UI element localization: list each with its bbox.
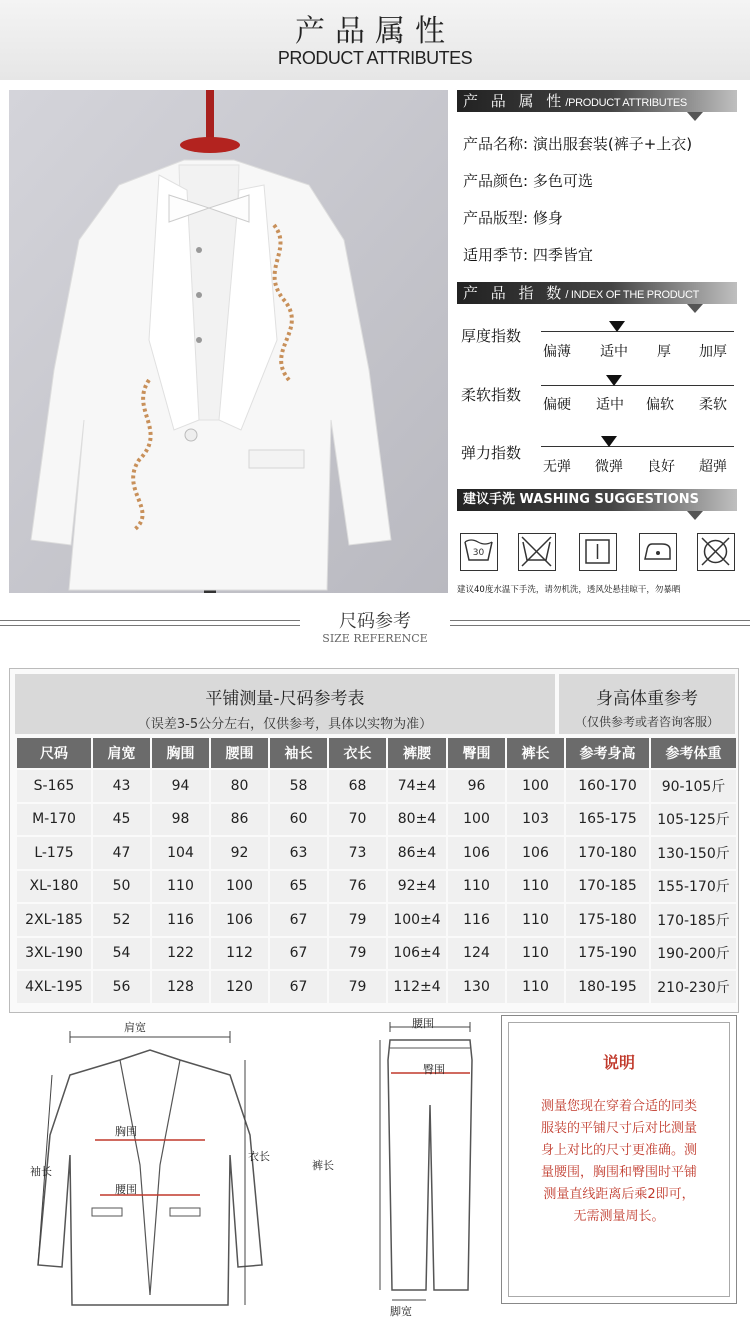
thickness-option: 加厚 [699, 344, 727, 360]
attribute-value: 修身 [532, 209, 563, 227]
size-table-right-header [559, 674, 735, 734]
table-cell: 180-195 [566, 971, 649, 1003]
size-table [15, 736, 738, 1005]
table-cell: 100 [507, 770, 564, 802]
table-cell: 110 [448, 871, 505, 903]
thickness-index-scale [541, 331, 734, 332]
table-cell: 98 [152, 804, 209, 836]
table-cell: 122 [152, 938, 209, 970]
index-bar [457, 282, 737, 304]
column-header: 尺码 [17, 738, 91, 768]
attribute-row-season [463, 244, 593, 265]
thickness-option: 厚 [657, 344, 671, 360]
hand-wash-30-icon [460, 533, 498, 571]
index-bar-title: 产 品 指 数 [463, 284, 566, 302]
elasticity-index-scale [541, 446, 734, 447]
table-cell: 79 [329, 938, 386, 970]
washing-bar [457, 489, 737, 511]
washing-bar-title: 建议手洗 WASHING SUGGESTIONS [463, 492, 699, 507]
column-header: 臀围 [448, 738, 505, 768]
table-cell: 4XL-195 [17, 971, 91, 1003]
table-cell: 58 [270, 770, 327, 802]
hang-dry-icon [579, 533, 617, 571]
table-cell: 170-185斤 [651, 904, 736, 936]
table-cell: 65 [270, 871, 327, 903]
table-cell: 43 [93, 770, 150, 802]
table-cell: 80 [211, 770, 268, 802]
column-header: 参考身高 [566, 738, 649, 768]
table-cell: 67 [270, 904, 327, 936]
pants-measure-diagram [300, 1015, 500, 1318]
elasticity-index-label: 弹力指数 [461, 444, 522, 462]
softness-index-marker [606, 375, 622, 386]
table-cell: M-170 [17, 804, 91, 836]
hem-label: 脚宽 [390, 1305, 412, 1318]
column-header: 裤长 [507, 738, 564, 768]
table-cell: 210-230斤 [651, 971, 736, 1003]
table-cell: 116 [448, 904, 505, 936]
size-table-right-title: 身高体重参考 [596, 689, 698, 709]
thickness-index-label: 厚度指数 [461, 327, 522, 345]
elasticity-index-marker [601, 436, 617, 447]
column-header: 腰围 [211, 738, 268, 768]
table-cell: 106 [448, 837, 505, 869]
elasticity-option: 无弹 [543, 459, 571, 475]
table-cell: 92±4 [388, 871, 446, 903]
size-table-right-subtitle: （仅供参考或者咨询客服） [574, 715, 719, 729]
table-cell: 110 [507, 871, 564, 903]
table-cell: 73 [329, 837, 386, 869]
table-cell: 79 [329, 971, 386, 1003]
table-cell: 160-170 [566, 770, 649, 802]
column-header: 参考体重 [651, 738, 736, 768]
elasticity-option: 良好 [647, 459, 675, 475]
jacket-measure-diagram [0, 1015, 300, 1315]
size-table-header-row [17, 738, 736, 768]
table-cell: 105-125斤 [651, 804, 736, 836]
sleeve-label: 袖长 [30, 1165, 52, 1178]
column-header: 衣长 [329, 738, 386, 768]
size-table-left-subtitle: （误差3-5公分左右，仅供参考，具体以实物为准） [137, 717, 433, 732]
table-cell: L-175 [17, 837, 91, 869]
table-cell: 67 [270, 971, 327, 1003]
note-line: 测量直线距离后乘2即可， [543, 1187, 695, 1202]
softness-index-scale [541, 385, 734, 386]
table-cell: 50 [93, 871, 150, 903]
table-cell: XL-180 [17, 871, 91, 903]
column-header: 胸围 [152, 738, 209, 768]
index-bar-subtitle: / INDEX OF THE PRODUCT [565, 289, 700, 301]
attribute-label: 适用季节: [463, 246, 529, 264]
table-cell: 104 [152, 837, 209, 869]
table-cell: 170-180 [566, 837, 649, 869]
note-line: 无需测量周长。 [573, 1209, 665, 1224]
table-cell: 130 [448, 971, 505, 1003]
table-cell: 155-170斤 [651, 871, 736, 903]
waist-label: 腰围 [115, 1183, 137, 1196]
size-table-left-header [15, 674, 555, 734]
table-cell: 170-185 [566, 871, 649, 903]
table-cell: 175-190 [566, 938, 649, 970]
softness-option: 适中 [596, 397, 624, 413]
attribute-row-color [463, 170, 593, 191]
softness-option: 偏软 [646, 397, 674, 413]
wash-temperature: 30 [472, 548, 485, 558]
table-cell: 90-105斤 [651, 770, 736, 802]
table-cell: 130-150斤 [651, 837, 736, 869]
header-subtitle: PRODUCT ATTRIBUTES [277, 48, 473, 68]
shoulder-label: 肩宽 [124, 1021, 146, 1034]
no-tumble-dry-icon [697, 533, 735, 571]
size-note-box [501, 1015, 737, 1304]
table-cell: 106±4 [388, 938, 446, 970]
column-header: 袖长 [270, 738, 327, 768]
softness-option: 偏硬 [543, 397, 571, 413]
chest-label: 胸围 [115, 1125, 137, 1138]
table-row [17, 971, 736, 1003]
size-table-body [17, 770, 736, 1003]
product-photo [9, 90, 448, 593]
table-cell: 175-180 [566, 904, 649, 936]
note-line: 身上对比的尺寸更准确。测 [540, 1143, 697, 1158]
table-cell: 60 [270, 804, 327, 836]
pants-waist-label: 腰围 [412, 1017, 434, 1030]
table-cell: 106 [507, 837, 564, 869]
note-title: 说明 [602, 1053, 635, 1072]
size-table-left-title: 平铺测量-尺码参考表 [205, 689, 365, 709]
table-cell: 190-200斤 [651, 938, 736, 970]
table-cell: 74±4 [388, 770, 446, 802]
table-cell: 92 [211, 837, 268, 869]
size-reference-title: 尺码参考 [339, 611, 411, 632]
no-machine-wash-icon [518, 533, 556, 571]
table-cell: 68 [329, 770, 386, 802]
table-cell: 110 [507, 938, 564, 970]
attribute-label: 产品版型: [463, 209, 529, 227]
table-cell: 67 [270, 938, 327, 970]
table-cell: 112±4 [388, 971, 446, 1003]
table-cell: 112 [211, 938, 268, 970]
table-cell: 103 [507, 804, 564, 836]
table-cell: 52 [93, 904, 150, 936]
table-cell: 100 [211, 871, 268, 903]
attributes-bar [457, 90, 737, 112]
table-row [17, 938, 736, 970]
softness-index-label: 柔软指数 [461, 386, 522, 404]
attribute-label: 产品名称: [463, 135, 529, 153]
table-cell: 2XL-185 [17, 904, 91, 936]
note-line: 服装的平铺尺寸后对比测量 [540, 1121, 697, 1136]
attribute-label: 产品颜色: [463, 172, 529, 190]
table-cell: 100±4 [388, 904, 446, 936]
thickness-index-marker [609, 321, 625, 332]
thickness-option: 适中 [600, 344, 628, 360]
table-row [17, 837, 736, 869]
table-cell: 124 [448, 938, 505, 970]
column-header: 肩宽 [93, 738, 150, 768]
table-cell: 94 [152, 770, 209, 802]
table-cell: 165-175 [566, 804, 649, 836]
iron-icon [639, 533, 677, 571]
attributes-bar-title: 产 品 属 性 [463, 92, 566, 110]
table-cell: 3XL-190 [17, 938, 91, 970]
table-cell: 96 [448, 770, 505, 802]
attribute-value: 四季皆宜 [532, 246, 593, 264]
table-cell: 106 [211, 904, 268, 936]
table-cell: 54 [93, 938, 150, 970]
table-cell: 86 [211, 804, 268, 836]
column-header: 裤腰 [388, 738, 446, 768]
table-cell: 110 [507, 904, 564, 936]
table-cell: 79 [329, 904, 386, 936]
attribute-row-name [463, 133, 692, 154]
washing-note: 建议40度水温下手洗，请勿机洗，透风处悬挂晾干，勿暴晒 [457, 585, 681, 595]
size-reference-header [0, 605, 750, 655]
table-cell: 56 [93, 971, 150, 1003]
table-row [17, 904, 736, 936]
suit-illustration [9, 90, 448, 593]
size-reference-subtitle: SIZE REFERENCE [322, 632, 428, 645]
length-label: 衣长 [248, 1150, 270, 1163]
hip-label: 臀围 [423, 1063, 445, 1076]
note-line: 量腰围，胸围和臀围时平铺 [540, 1165, 697, 1180]
table-cell: 110 [152, 871, 209, 903]
page-header [0, 0, 750, 80]
table-row [17, 804, 736, 836]
table-cell: 86±4 [388, 837, 446, 869]
table-cell: 47 [93, 837, 150, 869]
note-body [512, 1096, 726, 1228]
pants-length-label: 裤长 [312, 1159, 334, 1172]
attribute-value: 演出服套装(裤子+上衣) [532, 135, 693, 153]
header-title: 产品属性 [295, 14, 455, 49]
table-cell: 70 [329, 804, 386, 836]
table-cell: S-165 [17, 770, 91, 802]
thickness-option: 偏薄 [543, 344, 571, 360]
table-cell: 128 [152, 971, 209, 1003]
attribute-value: 多色可选 [532, 172, 593, 190]
table-cell: 110 [507, 971, 564, 1003]
table-cell: 116 [152, 904, 209, 936]
table-row [17, 871, 736, 903]
elasticity-option: 微弹 [595, 459, 623, 475]
elasticity-option: 超弹 [699, 459, 727, 475]
attributes-bar-subtitle: /PRODUCT ATTRIBUTES [565, 97, 687, 109]
table-cell: 45 [93, 804, 150, 836]
table-cell: 120 [211, 971, 268, 1003]
table-cell: 63 [270, 837, 327, 869]
table-cell: 100 [448, 804, 505, 836]
table-cell: 76 [329, 871, 386, 903]
table-row [17, 770, 736, 802]
attribute-row-fit [463, 207, 563, 228]
softness-option: 柔软 [699, 397, 727, 413]
table-cell: 80±4 [388, 804, 446, 836]
note-line: 测量您现在穿着合适的同类 [540, 1099, 697, 1114]
